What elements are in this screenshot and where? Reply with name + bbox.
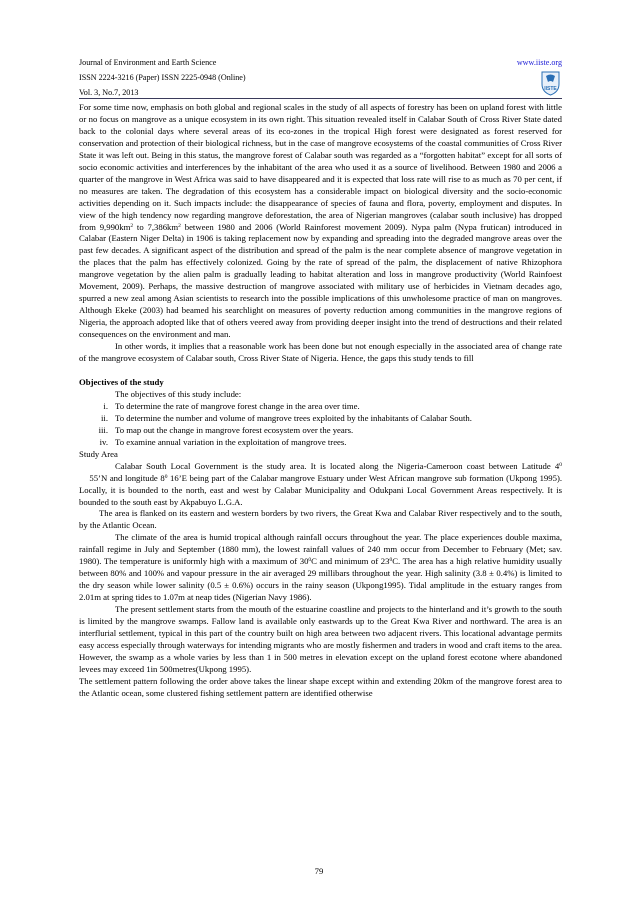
journal-url-link[interactable]: www.iiste.org xyxy=(516,58,562,67)
objective-item: iii. To map out the change in mangrove forest ecosystem over the years. xyxy=(98,424,354,435)
study-area-heading: Study Area xyxy=(79,448,118,459)
iiste-logo-icon xyxy=(539,70,562,96)
volume-line: Vol. 3, No.7, 2013 xyxy=(79,88,139,97)
intro-paragraph-1: For some time now, emphasis on both global and regional scales in the study of all aspects of forestry has been on upland forest with little or no focus on mangrove as a unique ecosystem in its own right. This situation revealed itself in Calabar South of Cross River State dated back to the colonial days where several areas of its eco-zones in the tropical High forest were designated as forest reserved for conservation and protection of their biological richness, but in the case of mangrove ecosystems of the coastal communities of Cross River State it was left out. Being in this status, the mangrove forest of Calabar south was regarded as a “forgotten habitat” except for all sorts of socio economic activities and interferences by the inhabitant of the area who used it as a source of livelihood. Between 1980 and 2006 a quarter of the mangrove in West Africa was said to have disappeared and it is expected that loss rate will rise to as much as 70 per cent, if no measures are taken. The degradation of this ecosystem has a considerable impact on biological diversity and the socio-economic activities depending on it. Such impacts include: the disappearance of species of fauna and flora, poverty, employment and disputes. In view of the high tendency now regarding mangrove deforestation, the area of Nigerian mangroves (calabar south inclusive) has dropped from $9,990km^2$ to $7,386km^2$ between 1980 and 2006 (World Rainforest movement 2009). Nypa palm (Nypa frutican) introduced in Calabar (Eastern Niger Delta) in 1906 is taking replacement now by expanding and spreading into the degraded mangrove areas over the past few decades. A significant aspect of the distribution and spread of the palm is the near complete absence of mangrove vegetation in the places that the palm has effectively colonized. Going by the rate of spread of the palm, the displacement of native Rhizophora mangrove vegetation by the alien palm is gradually leading to habitat alteration and loss in mangrove productivity (World Rainfoest Movement, 2009). Perhaps, the massive destruction of mangrove associated with military use of herbicides in Vietnam decades ago, spurred a new zeal among Asian scientists to research into the possible implications of this unwholesome practice of man on mangroves. Although Ekeke (2003) had beamed his searchlight on measures of poverty reduction among communities in the mangrove regions of Nigeria, the approach adopted like that of others veered away from providing deeper insight into the trend of destructions and their related consequences on the environment and man. xyxy=(79,102,562,340)
page-number: 79 xyxy=(314,866,324,876)
study-area-paragraph-1: Calabar South Local Government is the study area. It is located along the Nigeria-Cameroon coast between Latitude $4^0$ 55’N and longitude $8^0$ 16’E being part of the Calabar mangrove Estuary under West African mangrove sub formation (Ukpong 1995). Locally, it is bounded to the north, east and west by Calabar Municipality and Odukpani Local Government Areas respectively. It is bounded to the south east by Akpabuyo L.G.A. xyxy=(79,460,563,507)
intro-paragraph-2: In other words, it implies that a reasonable work has been done but not enough especially in the associated area of change rate of the mangrove ecosystem of Calabar south, Cross River State of Nigeria. Hence, the gaps this study tends to fill xyxy=(79,341,562,364)
logo-text: IISTE xyxy=(544,86,557,92)
journal-name: Journal of Environment and Earth Science xyxy=(79,58,217,67)
objective-item: i. To determine the rate of mangrove forest change in the area over time. xyxy=(103,400,360,411)
study-area-paragraph-5: The settlement pattern following the order above takes the linear shape except within and extending 20km of the mangrove forest area to the Atlantic ocean, some clustered fishing settlement pattern are identified otherwise xyxy=(79,675,562,698)
spacer xyxy=(79,365,562,377)
header-rule xyxy=(79,98,562,99)
article-body xyxy=(79,102,562,700)
issn-line: ISSN 2224-3216 (Paper) ISSN 2225-0948 (Online) xyxy=(79,73,246,82)
study-area-paragraph-4: The present settlement starts from the mouth of the estuarine coastline and projects to the hinterland and it’s growth to the south is limited by the mangrove swamps. Fallow land is available only eastwards up to the Great Kwa River and northward. The area is an interflurial settlement, typical in this part of the country built on high area between two adjacent rivers. This locational advantage permits easy access especially through waterways for intending migrants who are mostly fishermen and traders in wood and craft items to the area. However, the swamp as a whole varies by less than 1 in 500 metres in elevation except on the upland forest ecotone where abandoned levees may exceed 1in 500metres(Ukpong 1995). xyxy=(79,604,562,674)
objective-item: ii. To determine the number and volume of mangrove trees exploited by the inhabitants of Calabar South. xyxy=(101,412,472,423)
study-area-paragraph-2: The area is flanked on its eastern and western borders by two rivers, the Great Kwa and Calabar River respectively and to the south, by the Atlantic Ocean. xyxy=(79,508,562,531)
objectives-lead: The objectives of this study include: xyxy=(115,388,242,399)
objective-item: iv. To examine annual variation in the exploitation of mangrove trees. xyxy=(99,436,347,447)
objectives-heading: Objectives of the study xyxy=(79,376,164,387)
study-area-paragraph-3: The climate of the area is humid tropical although rainfall occurs throughout the year. The place experiences double maxima, rainfall regime in July and September (1880 mm), the lowest rainfall values of 240 mm occur from December to February (Met; sav. 1980). The temperature is uniformly high with a maximum of $30^0C$ and minimum of $23^0C$. The area has a high relative humidity usually between 80% and 100% and vapour pressure in the air averaged 29 millibars throughout the year. High salinity (3.8 ± 0.4%) is limited to the dry season while lower salinity (0.5 ± 0.6%) occurs in the rainy season (Ukpong1995). Tidal amplitude in the estuary ranges from 2.01m at spring tides to 1.07m at neap tides (Nigerian Navy 1986). xyxy=(79,532,562,603)
running-header xyxy=(79,55,562,100)
